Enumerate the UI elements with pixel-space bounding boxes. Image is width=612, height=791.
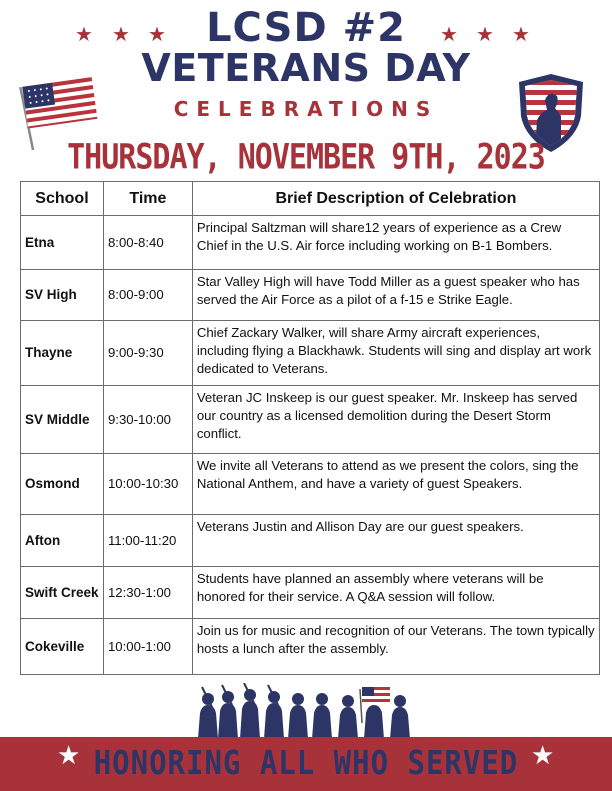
time-cell: 8:00-9:00: [103, 270, 192, 321]
description-cell: Veterans Justin and Allison Day are our guest speakers.: [192, 515, 599, 567]
star-icon: ★: [148, 22, 166, 46]
column-header-school: School: [21, 182, 104, 216]
description-cell: Star Valley High will have Todd Miller as a guest speaker who has served the Air Force as a pilot of a f-15 e Strike Eagle.: [192, 270, 599, 321]
school-cell: Afton: [21, 515, 104, 567]
table-row: [21, 386, 600, 454]
description-cell: Students have planned an assembly where veterans will be honored for their service. A Q&A session will follow.: [192, 567, 599, 619]
time-cell: 10:00-10:30: [103, 454, 192, 515]
table-row: [21, 321, 600, 386]
time-cell: 9:30-10:00: [103, 386, 192, 454]
event-date: THURSDAY, NOVEMBER 9TH, 2023: [67, 137, 545, 178]
time-cell: 11:00-11:20: [103, 515, 192, 567]
description-cell: Join us for music and recognition of our Veterans. The town typically hosts a lunch after the assembly.: [192, 619, 599, 675]
description-cell: Chief Zackary Walker, will share Army aircraft experiences, including flying a Blackhawk. Students will sing and display art work dedicated to Veterans.: [192, 321, 599, 386]
school-cell: Osmond: [21, 454, 104, 515]
table-header-row: [21, 182, 600, 216]
star-icon: ★: [476, 22, 494, 46]
time-cell: 12:30-1:00: [103, 567, 192, 619]
school-cell: Swift Creek: [21, 567, 104, 619]
column-header-description: Brief Description of Celebration: [192, 182, 599, 216]
school-cell: Thayne: [21, 321, 104, 386]
table-row: [21, 567, 600, 619]
star-icon: ★: [531, 741, 555, 771]
description-cell: Principal Saltzman will share12 years of experience as a Crew Chief in the U.S. Air force including working on B-1 Bombers.: [192, 216, 599, 270]
table-row: [21, 270, 600, 321]
school-cell: SV Middle: [21, 386, 104, 454]
star-icon: ★: [112, 22, 130, 46]
footer-slogan: HONORING ALL WHO SERVED: [93, 743, 519, 783]
school-cell: SV High: [21, 270, 104, 321]
soldiers-silhouette-icon: [190, 683, 422, 739]
description-cell: Veteran JC Inskeep is our guest speaker. Mr. Inskeep has served our country as a licensed demolition during the Desert Storm conflict.: [192, 386, 599, 454]
subtitle: CELEBRATIONS: [173, 97, 439, 121]
school-cell: Cokeville: [21, 619, 104, 675]
table-row: [21, 454, 600, 515]
title-line-1: LCSD #2: [206, 5, 406, 51]
school-cell: Etna: [21, 216, 104, 270]
star-icon: ★: [75, 22, 93, 46]
description-cell: We invite all Veterans to attend as we present the colors, sing the National Anthem, and have a variety of guest Speakers.: [192, 454, 599, 515]
time-cell: 10:00-1:00: [103, 619, 192, 675]
table-row: [21, 515, 600, 567]
celebration-schedule-table: [20, 181, 600, 675]
table-row: [21, 619, 600, 675]
star-icon: ★: [512, 22, 530, 46]
star-icon: ★: [440, 22, 458, 46]
title-line-2: VETERANS DAY: [141, 46, 471, 90]
column-header-time: Time: [103, 182, 192, 216]
star-icon: ★: [57, 741, 81, 771]
table-row: [21, 216, 600, 270]
time-cell: 8:00-8:40: [103, 216, 192, 270]
time-cell: 9:00-9:30: [103, 321, 192, 386]
